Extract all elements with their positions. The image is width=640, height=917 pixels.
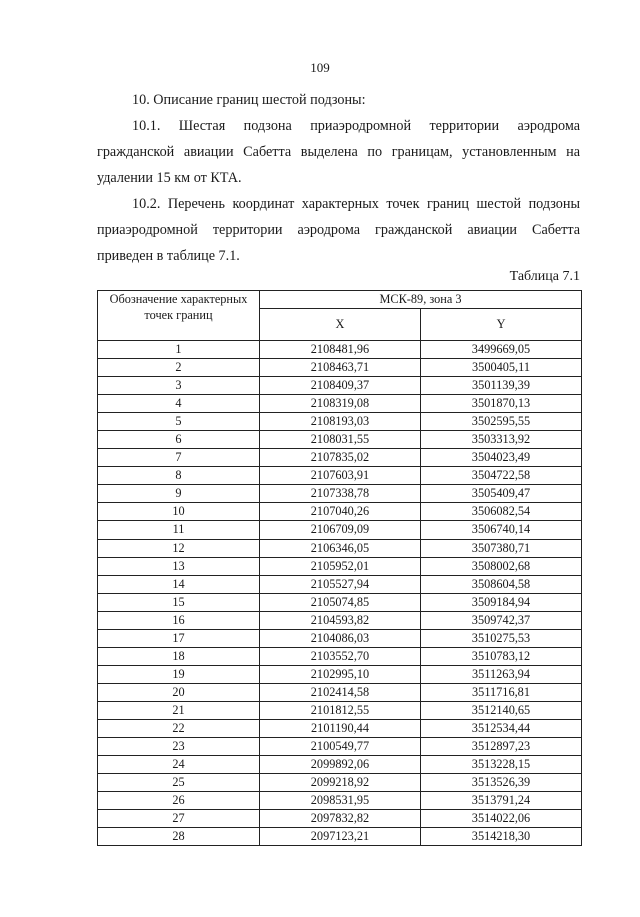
table-caption: Таблица 7.1 [509,269,580,284]
point-number-cell: 8 [98,467,260,485]
y-coordinate-cell: 3502595,55 [421,413,582,431]
x-coordinate-cell: 2105074,85 [260,593,421,611]
y-coordinate-cell: 3511263,94 [421,665,582,683]
point-number-cell: 11 [98,521,260,539]
table-row [98,431,582,449]
table-row [98,792,582,810]
table-row [98,503,582,521]
table-row [98,647,582,665]
point-number-cell: 16 [98,611,260,629]
table-row [98,467,582,485]
y-coordinate-cell: 3512140,65 [421,701,582,719]
header-y: Y [421,309,582,341]
y-coordinate-cell: 3504722,58 [421,467,582,485]
header-point-label: Обозначение характерных точек границ [98,291,260,341]
page-number: 109 [310,60,330,75]
y-coordinate-cell: 3500405,11 [421,359,582,377]
header-x: X [260,309,421,341]
x-coordinate-cell: 2100549,77 [260,738,421,756]
table-body [98,341,582,846]
point-number-cell: 14 [98,575,260,593]
x-coordinate-cell: 2105527,94 [260,575,421,593]
x-coordinate-cell: 2107338,78 [260,485,421,503]
table-row [98,413,582,431]
table-row [98,683,582,701]
table-row [98,701,582,719]
point-number-cell: 9 [98,485,260,503]
section-heading: 10. Описание границ шестой подзоны: [132,92,366,108]
x-coordinate-cell: 2099218,92 [260,774,421,792]
point-number-cell: 23 [98,738,260,756]
table-row [98,557,582,575]
x-coordinate-cell: 2099892,06 [260,756,421,774]
paragraph-10-2: 10.2. Перечень координат характерных точек границ шестой подзоны приаэродромной территории аэродрома гражданской авиации Сабетта приведен в таблице 7.1. [97,196,580,264]
y-coordinate-cell: 3514218,30 [421,828,582,846]
table-row [98,756,582,774]
x-coordinate-cell: 2101190,44 [260,719,421,737]
x-coordinate-cell: 2097123,21 [260,828,421,846]
x-coordinate-cell: 2102414,58 [260,683,421,701]
table-row [98,341,582,359]
y-coordinate-cell: 3501139,39 [421,377,582,395]
table-row [98,774,582,792]
point-number-cell: 22 [98,719,260,737]
point-number-cell: 21 [98,701,260,719]
point-number-cell: 3 [98,377,260,395]
coordinates-table [97,290,582,846]
point-number-cell: 17 [98,629,260,647]
x-coordinate-cell: 2108481,96 [260,341,421,359]
x-coordinate-cell: 2108193,03 [260,413,421,431]
y-coordinate-cell: 3499669,05 [421,341,582,359]
x-coordinate-cell: 2108031,55 [260,431,421,449]
table-row [98,575,582,593]
x-coordinate-cell: 2104593,82 [260,611,421,629]
point-number-cell: 12 [98,539,260,557]
y-coordinate-cell: 3512897,23 [421,738,582,756]
point-number-cell: 19 [98,665,260,683]
y-coordinate-cell: 3511716,81 [421,683,582,701]
table-row [98,377,582,395]
x-coordinate-cell: 2105952,01 [260,557,421,575]
x-coordinate-cell: 2107040,26 [260,503,421,521]
x-coordinate-cell: 2102995,10 [260,665,421,683]
table-row [98,359,582,377]
header-coordinate-system: МСК-89, зона 3 [260,291,582,309]
x-coordinate-cell: 2097832,82 [260,810,421,828]
y-coordinate-cell: 3508002,68 [421,557,582,575]
x-coordinate-cell: 2107835,02 [260,449,421,467]
y-coordinate-cell: 3503313,92 [421,431,582,449]
y-coordinate-cell: 3506740,14 [421,521,582,539]
y-coordinate-cell: 3507380,71 [421,539,582,557]
y-coordinate-cell: 3512534,44 [421,719,582,737]
x-coordinate-cell: 2108463,71 [260,359,421,377]
table-row [98,665,582,683]
y-coordinate-cell: 3501870,13 [421,395,582,413]
y-coordinate-cell: 3508604,58 [421,575,582,593]
point-number-cell: 26 [98,792,260,810]
y-coordinate-cell: 3514022,06 [421,810,582,828]
table-row [98,449,582,467]
y-coordinate-cell: 3505409,47 [421,485,582,503]
point-number-cell: 4 [98,395,260,413]
x-coordinate-cell: 2107603,91 [260,467,421,485]
x-coordinate-cell: 2104086,03 [260,629,421,647]
paragraph-10-1: 10.1. Шестая подзона приаэродромной территории аэродрома гражданской авиации Сабетта выделена по границам, установленным на удалении 15 км от КТА. [97,118,580,186]
y-coordinate-cell: 3509184,94 [421,593,582,611]
table-row [98,485,582,503]
x-coordinate-cell: 2106709,09 [260,521,421,539]
y-coordinate-cell: 3513526,39 [421,774,582,792]
point-number-cell: 20 [98,683,260,701]
y-coordinate-cell: 3506082,54 [421,503,582,521]
x-coordinate-cell: 2098531,95 [260,792,421,810]
y-coordinate-cell: 3509742,37 [421,611,582,629]
x-coordinate-cell: 2103552,70 [260,647,421,665]
table-row [98,810,582,828]
table-row [98,521,582,539]
x-coordinate-cell: 2108409,37 [260,377,421,395]
point-number-cell: 28 [98,828,260,846]
y-coordinate-cell: 3513228,15 [421,756,582,774]
point-number-cell: 6 [98,431,260,449]
x-coordinate-cell: 2108319,08 [260,395,421,413]
point-number-cell: 10 [98,503,260,521]
y-coordinate-cell: 3510275,53 [421,629,582,647]
table-row [98,593,582,611]
table-row [98,395,582,413]
point-number-cell: 18 [98,647,260,665]
point-number-cell: 1 [98,341,260,359]
table-row [98,719,582,737]
point-number-cell: 25 [98,774,260,792]
point-number-cell: 2 [98,359,260,377]
table-row [98,828,582,846]
point-number-cell: 7 [98,449,260,467]
point-number-cell: 13 [98,557,260,575]
table-row [98,539,582,557]
x-coordinate-cell: 2101812,55 [260,701,421,719]
point-number-cell: 5 [98,413,260,431]
table-row [98,738,582,756]
x-coordinate-cell: 2106346,05 [260,539,421,557]
point-number-cell: 24 [98,756,260,774]
y-coordinate-cell: 3513791,24 [421,792,582,810]
y-coordinate-cell: 3510783,12 [421,647,582,665]
point-number-cell: 27 [98,810,260,828]
table-row [98,611,582,629]
point-number-cell: 15 [98,593,260,611]
y-coordinate-cell: 3504023,49 [421,449,582,467]
table-row [98,629,582,647]
